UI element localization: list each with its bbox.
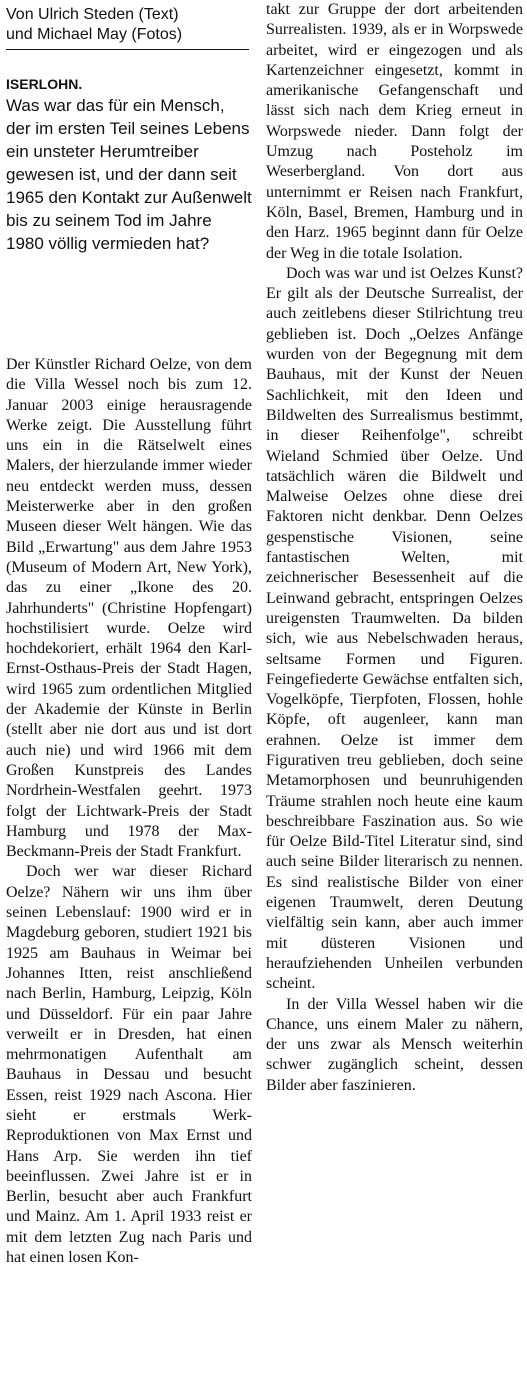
article-paragraph-4: In der Villa Wessel haben wir die Chance, uns einem Maler zu nähern, der uns zwar als Mensch weiterhin schwer zugänglich scheint, dessen Bilder aber faszinieren.	[266, 995, 523, 1094]
byline-text: Von Ulrich Steden (Text)	[6, 6, 179, 23]
left-column	[2, 0, 252, 1396]
article-paragraph-2-continued: takt zur Gruppe der dort arbeitenden Surrealisten. 1939, als er in Worpswede arbeitet, wird er eingezogen und als Kartenzeichner eingesetzt, kommt in amerikanische Gefangenschaft und lässt sich nach dem Krieg erneut in Worpswede nieder. Dann folgt der Umzug nach Posteholz im Weserbergland. Von dort aus unternimmt er Reisen nach Frankfurt, Köln, Basel, Bremen, Hamburg und in den Harz. 1965 beginnt dann für Oelze der Weg in die totale Isolation.	[266, 1, 523, 262]
intro-text: Was war das für ein Mensch, der im ersten Teil seines Lebens ein unsteter Herumtreiber gewesen ist, und der dann seit 1965 den Kontakt zur Außenwelt bis zu seinem Tod im Jahre 1980 völlig vermieden hat?	[6, 96, 252, 253]
right-column	[266, 0, 523, 1396]
byline	[6, 5, 252, 45]
dateline: ISERLOHN.	[6, 76, 83, 92]
intro	[6, 76, 252, 255]
article-paragraph-2: Doch wer war dieser Richard Oelze? Nähern wir uns ihm über seinen Lebenslauf: 1900 wird er in Magdeburg geboren, studiert 1921 bis 1925 am Bauhaus in Weimar bei Johannes Itten, reist anschließend nach Berlin, Hamburg, Leipzig, Köln und Düsseldorf. Für ein paar Jahre verweilt er in Dresden, hat einen mehrmonatigen Aufenthalt am Bauhaus in Dessau und besucht Essen, reist 1929 nach Ascona. Hier sieht er erstmals Werk-Reproduktionen von Max Ernst und Hans Arp. Sie werden ihn tief beeinflussen. Zwei Jahre ist er in Berlin, besucht aber auch Frankfurt und Mainz. Am 1. April 1933 reist er mit dem letzten Zug nach Paris und hat einen losen Kon-	[6, 863, 252, 1267]
byline-photo: und Michael May (Fotos)	[6, 26, 183, 43]
article-paragraph-3: Doch was war und ist Oelzes Kunst? Er gilt als der Deutsche Surrealist, der auch zeitlebens dieser Stilrichtung treu geblieben ist. Doch „Oelzes Anfänge wurden von der Begegnung mit dem Bauhaus, mit der Kunst der Neuen Sachlichkeit, mit den Ideen und Bildwelten des Surrealismus bestimmt, in dieser Reihenfolge", schreibt Wieland Schmied über Oelze. Und tatsächlich wären die Bildwelt und Malweise Oelzes ohne diese drei Faktoren nicht denkbar. Denn Oelzes gespenstische Visionen, seine fantastischen Welten, mit zeichnerischer Besessenheit auf die Leinwand gebracht, entspringen Oelzes ureigensten Traumwelten. Da bilden sich, wie aus Nebelschwaden heraus, seltsame Formen und Figuren. Feingefiederte Gewächse entfalten sich, Vogelköpfe, Tierpfoten, Flossen, hohle Köpfe, oft augenleer, kann man erahnen. Oelze ist immer dem Figurativen treu geblieben, doch seine Metamorphosen und beunruhigenden Träume strahlen noch heute eine kaum beschreibbare Faszination aus. So wie für Oelze Bild-Titel Literatur sind, sind auch seine Bilder literarisch zu nennen. Es sind realistische Bilder von einer eigenen Traumwelt, deren Deutung vielfältig sein kann, aber auch immer mit düsteren Visionen und heraufziehenden Unheilen verbunden scheint.	[266, 264, 523, 993]
byline-divider	[6, 49, 249, 50]
article-paragraph-1: Der Künstler Richard Oelze, von dem die Villa Wessel noch bis zum 12. Januar 2003 einige herausragende Werke zeigt. Die Ausstellung führt uns ein in die Rätselwelt eines Malers, der hierzulande immer wieder neu entdeckt werden muss, dessen Meisterwerke aber in den großen Museen dieser Welt hängen. Wie das Bild „Erwartung" aus dem Jahre 1953 (Museum of Modern Art, New York), das zu einer „Ikone des 20. Jahrhunderts" (Christine Hopfengart) hochstilisiert wurde. Oelze wird hochdekoriert, erhält 1964 den Karl-Ernst-Osthaus-Preis der Stadt Hagen, wird 1965 zum ordentlichen Mitglied der Akademie der Künste in Berlin (stellt aber nie dort aus und ist dort auch nie) und wird 1966 mit dem Großen Kunstpreis des Landes Nordrhein-Westfalen geehrt. 1973 folgt der Lichtwark-Preis der Stadt Hamburg und 1978 der Max-Beckmann-Preis der Stadt Frankfurt.	[6, 356, 252, 861]
